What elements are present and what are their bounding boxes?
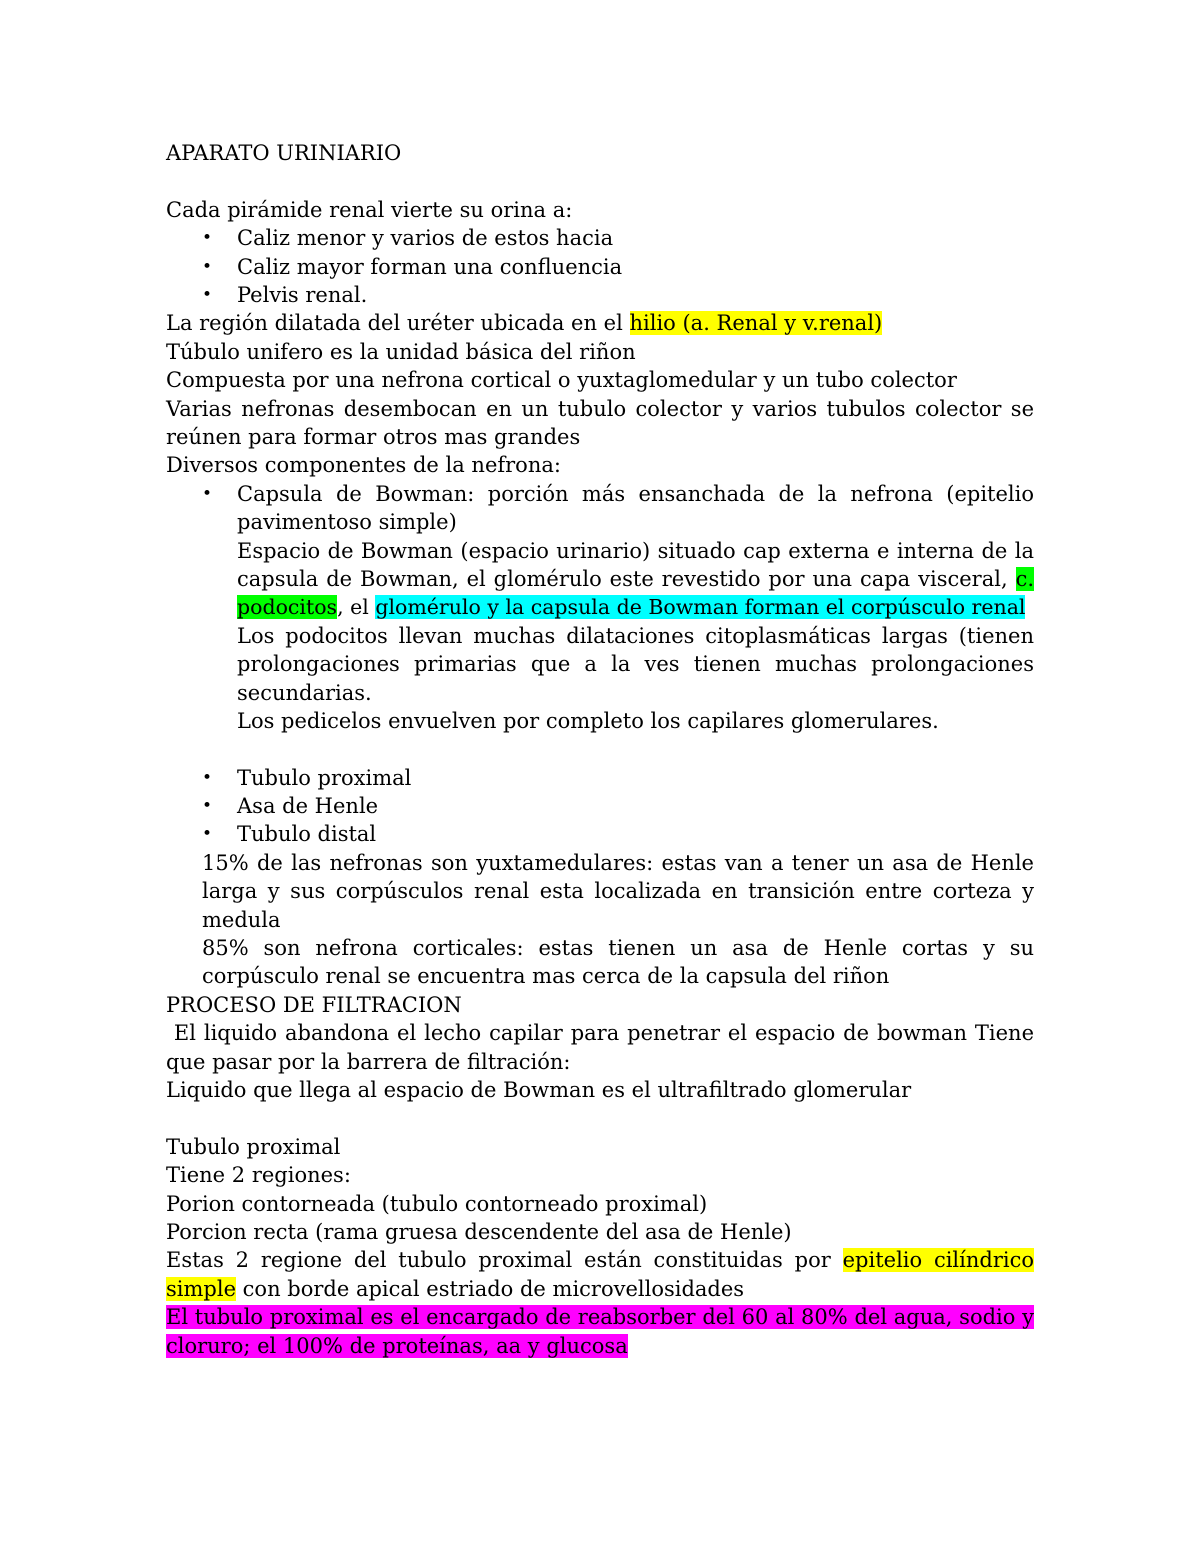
section-heading-filtracion: PROCESO DE FILTRACION <box>166 992 462 1017</box>
list-item: • Caliz menor y varios de estos hacia <box>166 224 1034 252</box>
intro-line: Cada pirámide renal vierte su orina a: <box>166 197 573 222</box>
list-item: • Asa de Henle <box>166 792 1034 820</box>
tubulo-line: Porcion recta (rama gruesa descendente del asa de Henle) <box>166 1220 792 1244</box>
tubulo-line-magenta <box>166 1303 1034 1331</box>
cortical-line: 85% son nefrona corticales: estas tienen un asa de Henle cortas y su <box>202 936 1034 961</box>
highlight-yellow: simple <box>166 1276 236 1301</box>
paragraph-varias-line1: Varias nefronas desembocan en un tubulo colector y varios tubulos colector se <box>166 396 1034 421</box>
capsula-line: podocitos, el glomérulo y la capsula de Bowman forman el corpúsculo renal <box>237 595 1026 620</box>
bullet-icon: • <box>202 228 213 249</box>
highlight-yellow: epitelio cilíndrico <box>842 1248 1034 1273</box>
yuxta-line: medula <box>202 907 281 932</box>
highlight-yellow: hilio (a. Renal y v.renal) <box>629 311 883 336</box>
tubulo-line: Porion contorneada (tubulo contorneado proximal) <box>166 1191 708 1216</box>
blank-line <box>166 735 1034 763</box>
capsula-line: Espacio de Bowman (espacio urinario) situado cap externa e interna de la <box>237 538 1034 563</box>
capsula-line: secundarias. <box>237 680 372 705</box>
filtracion-line: que pasar por la barrera de filtración: <box>166 1049 571 1074</box>
blank-line <box>166 1104 1034 1132</box>
filtracion-line: El liquido abandona el lecho capilar para penetrar el espacio de bowman Tiene <box>166 1021 1034 1046</box>
highlight-green: c. <box>1015 566 1034 591</box>
tubulo-line: Tiene 2 regiones: <box>166 1163 351 1188</box>
paragraph-region: La región dilatada del uréter ubicada en el hilio (a. Renal y v.renal) <box>166 311 883 336</box>
tubulo-line-magenta <box>166 1332 1034 1360</box>
bullet-icon: • <box>202 256 213 277</box>
bullet-icon: • <box>202 284 213 305</box>
list-item: • Tubulo proximal <box>166 764 1034 792</box>
paragraph-compuesta: Compuesta por una nefrona cortical o yuxtaglomedular y un tubo colector <box>166 368 957 393</box>
highlight-magenta: cloruro; el 100% de proteínas, aa y glucosa <box>166 1333 628 1358</box>
highlight-green: podocitos <box>237 595 338 620</box>
doc-title: APARATO URINIARIO <box>166 141 402 165</box>
yuxta-line: 15% de las nefronas son yuxtamedulares: estas van a tener un asa de Henle <box>202 850 1034 875</box>
list-item: • Tubulo distal <box>166 820 1034 848</box>
bullet-icon: • <box>202 796 213 817</box>
paragraph-tubulo: Túbulo unifero es la unidad básica del riñon <box>166 339 636 364</box>
list-item: • Pelvis renal. <box>166 281 1034 309</box>
paragraph-diversos: Diversos componentes de la nefrona: <box>166 453 561 478</box>
tubulo-line: Estas 2 regione del tubulo proximal están constituidas por epitelio cilíndrico <box>166 1248 1034 1273</box>
list-item: • Caliz mayor forman una confluencia <box>166 253 1034 281</box>
paragraph-varias-line2: reúnen para formar otros mas grandes <box>166 424 581 449</box>
cortical-line: corpúsculo renal se encuentra mas cerca de la capsula del riñon <box>202 964 890 989</box>
highlight-magenta: El tubulo proximal es el encargado de reabsorber del 60 al 80% del agua, sodio y <box>166 1305 1034 1330</box>
list-item-capsula: • Capsula de Bowman: porción más ensanchada de la nefrona (epitelio <box>166 480 1034 508</box>
tubulo-line: simple con borde apical estriado de microvellosidades <box>166 1276 745 1301</box>
bullet-icon: • <box>202 483 213 504</box>
capsula-line: prolongaciones primarias que a la ves tienen muchas prolongaciones <box>237 652 1034 677</box>
capsula-line: pavimentoso simple) <box>237 510 457 535</box>
yuxta-line: larga y sus corpúsculos renal esta localizada en transición entre corteza y <box>202 879 1034 904</box>
bullet-icon: • <box>202 767 213 788</box>
capsula-line: Los pedicelos envuelven por completo los capilares glomerulares. <box>237 708 939 733</box>
highlight-cyan: glomérulo y la capsula de Bowman forman el corpúsculo renal <box>375 595 1026 620</box>
filtracion-line: Liquido que llega al espacio de Bowman es el ultrafiltrado glomerular <box>166 1078 912 1103</box>
capsula-line: Los podocitos llevan muchas dilataciones citoplasmáticas largas (tienen <box>237 623 1034 648</box>
bullet-icon: • <box>202 824 213 845</box>
section-heading-tubulo: Tubulo proximal <box>166 1134 341 1159</box>
capsula-line: capsula de Bowman, el glomérulo este revestido por una capa visceral, c. <box>237 566 1034 591</box>
